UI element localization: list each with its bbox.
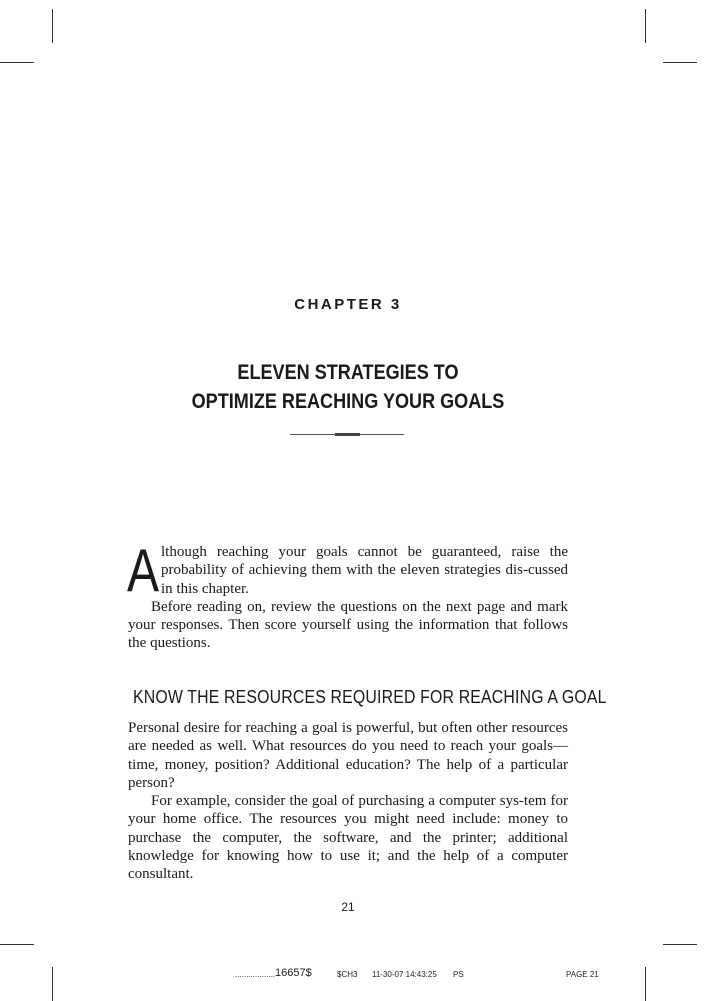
section-paragraph-1: Personal desire for reaching a goal is powerful, but often other resources are needed as well. What resources do you need to reach your goals—time, money, position? Additional education? The help of a particular person?	[128, 720, 568, 791]
section-heading: KNOW THE RESOURCES REQUIRED FOR REACHING A GOAL	[133, 687, 607, 707]
chapter-label: CHAPTER 3	[294, 296, 402, 313]
page-number: 21	[341, 900, 355, 914]
slug-job-number: 16657$	[275, 967, 312, 979]
crop-mark	[0, 944, 34, 945]
slug-dots: ..................	[235, 970, 276, 979]
intro-text	[127, 537, 568, 653]
crop-mark	[52, 967, 53, 1001]
slug-page: PAGE 21	[566, 970, 599, 979]
crop-mark	[52, 9, 53, 43]
title-divider-accent	[335, 433, 360, 436]
crop-mark	[663, 944, 697, 945]
chapter-title-line-1: ELEVEN STRATEGIES TO	[237, 361, 459, 384]
section-paragraph-2: For example, consider the goal of purchasing a computer sys-tem for your home office. The resources you might need include: money to purchase the computer, the software, and the printer; additional knowledge for knowing how to use it; and the help of a computer consultant.	[128, 793, 568, 883]
slug-ps: PS	[453, 970, 464, 979]
crop-mark	[645, 967, 646, 1001]
section-text	[128, 719, 568, 884]
slug-chapter-code: $CH3	[337, 970, 358, 979]
crop-mark	[645, 9, 646, 43]
crop-mark	[0, 62, 34, 63]
slug-datetime: 11-30-07 14:43:25	[372, 970, 437, 979]
drop-cap: A	[127, 537, 160, 604]
crop-mark	[663, 62, 697, 63]
intro-paragraph-2: Before reading on, review the questions on the next page and mark your responses. Then score yourself using the information that follows the questions.	[128, 598, 568, 652]
intro-paragraph-1-text: lthough reaching your goals cannot be guaranteed, raise the probability of achieving them with the eleven strategies dis-cussed in this chapter.	[161, 544, 568, 597]
chapter-title	[135, 358, 562, 416]
chapter-title-line-2: OPTIMIZE REACHING YOUR GOALS	[191, 390, 505, 413]
intro-paragraph-1	[127, 537, 568, 604]
